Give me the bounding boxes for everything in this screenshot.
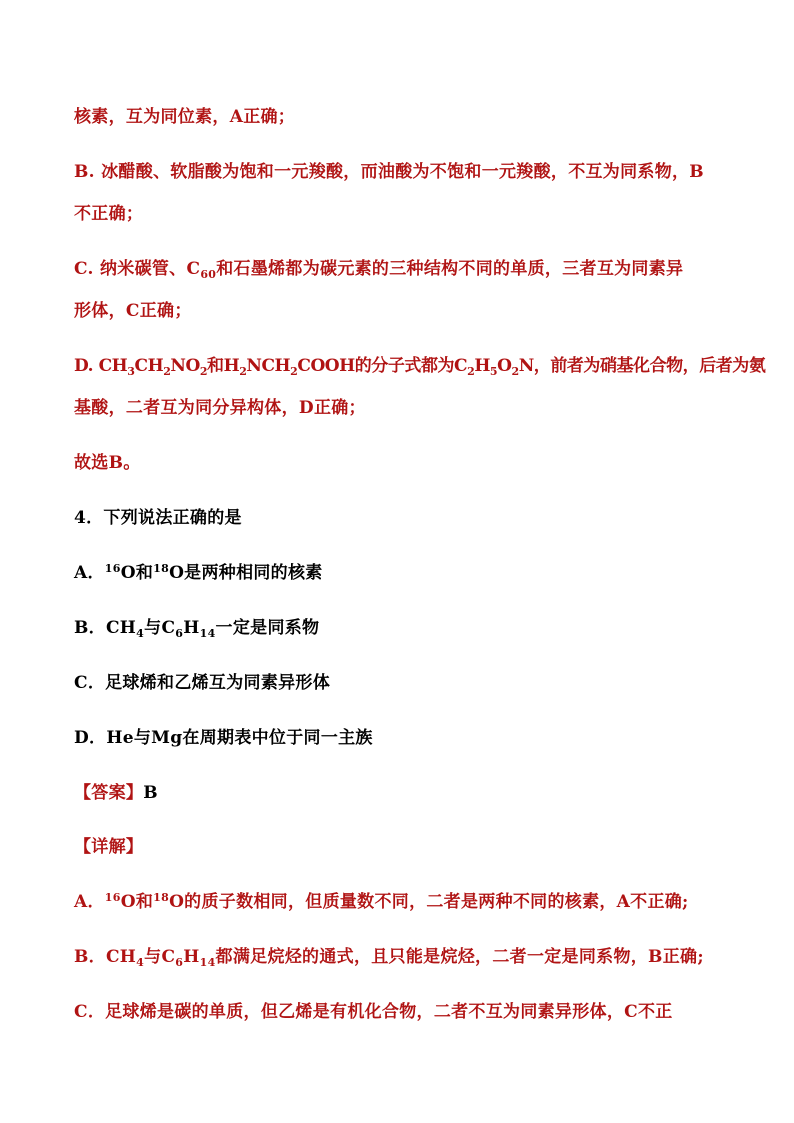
superscript: 16	[104, 562, 121, 575]
text: 和H	[207, 356, 240, 376]
text: 基酸，二者互为同分异构体，D正确；	[74, 398, 366, 418]
subscript: 3	[127, 365, 135, 378]
text: 一定是同系物	[215, 618, 320, 638]
text: O是两种相同的核素	[169, 563, 323, 583]
text: O和	[120, 892, 154, 912]
subscript: 5	[489, 365, 498, 378]
text: 不正确；	[74, 204, 144, 224]
text: CH	[134, 356, 164, 376]
explanation-option-c	[74, 1001, 673, 1023]
option-d-explanation-line2	[74, 397, 366, 419]
option-b-explanation-line1	[74, 161, 704, 183]
text: N，前者为硝基化合物，后者为氨	[518, 356, 766, 376]
text: A．	[74, 563, 105, 583]
subscript: 6	[175, 956, 184, 969]
text: 都满足烷烃的通式，且只能是烷烃，二者一定是同系物，B正确;	[215, 947, 704, 967]
subscript: 2	[290, 365, 298, 378]
text: O的质子数相同，但质量数不同，二者是两种不同的核素，A不正确;	[169, 892, 689, 912]
superscript: 18	[153, 891, 170, 904]
text: 与C	[144, 947, 176, 967]
option-d-explanation-line1	[74, 355, 765, 377]
superscript: 16	[104, 891, 121, 904]
text: 与C	[144, 618, 176, 638]
question-stem	[74, 507, 242, 529]
text: NO	[170, 356, 200, 376]
answer-line	[74, 782, 158, 804]
text: H	[474, 356, 490, 376]
question-option-c	[74, 672, 330, 694]
subscript: 60	[200, 268, 217, 281]
subscript: 4	[136, 956, 145, 969]
text: C．足球烯和乙烯互为同素异形体	[74, 673, 331, 693]
subscript: 2	[163, 365, 171, 378]
explanation-label	[74, 836, 143, 858]
subscript: 2	[511, 365, 519, 378]
previous-answer-conclusion	[74, 452, 141, 474]
question-option-d	[74, 727, 373, 749]
text: H	[183, 618, 200, 638]
text: 核素，互为同位素，A正确；	[74, 107, 296, 127]
subscript: 6	[175, 627, 184, 640]
option-c-explanation-line2	[74, 300, 192, 322]
option-a-conclusion	[74, 106, 295, 128]
option-c-explanation-line1	[74, 258, 683, 280]
text: 形体，C正确；	[74, 301, 192, 321]
text: A．	[74, 892, 105, 912]
text: 故选B。	[74, 453, 141, 473]
question-option-a	[74, 562, 323, 584]
text: B. 冰醋酸、软脂酸为饱和一元羧酸，而油酸为不饱和一元羧酸，不互为同系物，B	[74, 162, 704, 182]
explanation-option-b	[74, 946, 704, 968]
subscript: 14	[199, 956, 216, 969]
text: O和	[120, 563, 154, 583]
text: 【详解】	[74, 837, 144, 857]
text: C．足球烯是碳的单质，但乙烯是有机化合物，二者不互为同素异形体，C不正	[74, 1002, 673, 1022]
subscript: 2	[467, 365, 475, 378]
superscript: 18	[153, 562, 170, 575]
text: NCH	[246, 356, 291, 376]
subscript: 2	[239, 365, 247, 378]
text: H	[183, 947, 200, 967]
subscript: 14	[199, 627, 216, 640]
option-b-explanation-line2	[74, 203, 143, 225]
text: B．CH	[74, 947, 137, 967]
subscript: 2	[199, 365, 208, 378]
text: D. CH	[74, 356, 128, 376]
text: 和石墨烯都为碳元素的三种结构不同的单质，三者互为同素异	[216, 259, 684, 279]
question-option-b	[74, 617, 319, 639]
text: C. 纳米碳管、C	[74, 259, 201, 279]
answer-label: 【答案】	[74, 783, 144, 803]
subscript: 4	[136, 627, 145, 640]
explanation-option-a	[74, 891, 689, 913]
text: D．He与Mg在周期表中位于同一主族	[74, 728, 373, 748]
answer-value: B	[143, 783, 158, 803]
text: COOH的分子式都为C	[297, 356, 468, 376]
text: 4．下列说法正确的是	[74, 508, 242, 528]
text: O	[497, 356, 512, 376]
text: B．CH	[74, 618, 137, 638]
